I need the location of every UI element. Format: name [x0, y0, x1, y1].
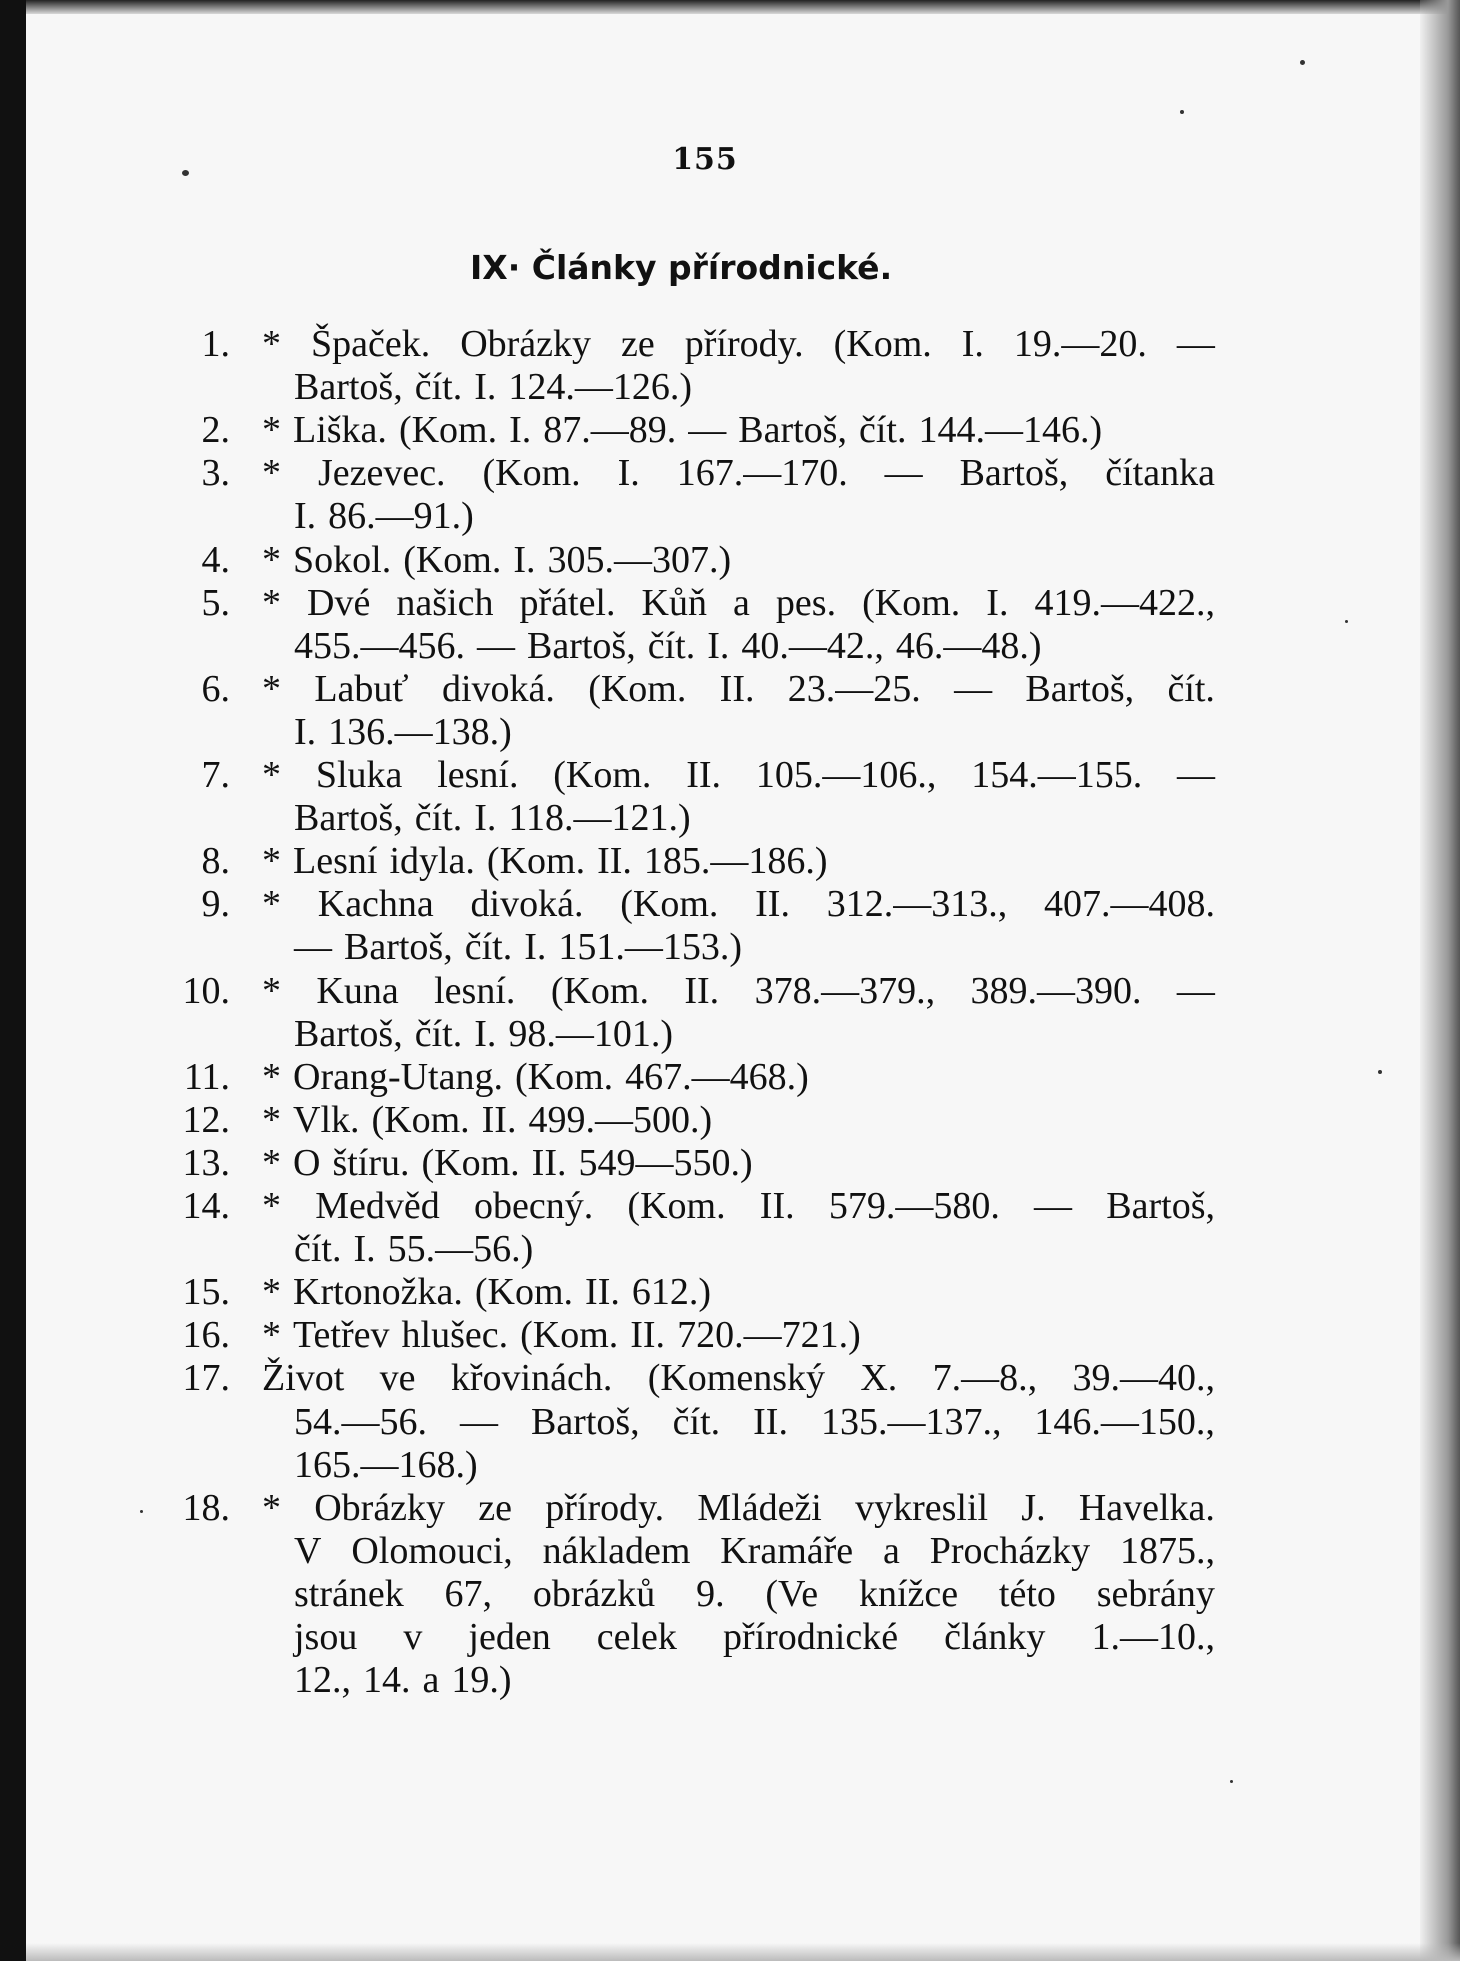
word: a: [733, 581, 750, 624]
word: Krtonožka.: [293, 1271, 463, 1314]
word: vykreslil: [855, 1486, 989, 1529]
entry-line: [294, 1228, 1215, 1270]
entry-number: 12.: [182, 1098, 230, 1141]
word: 105.—106.,: [755, 754, 937, 796]
word: II.: [597, 840, 632, 883]
word: přírody.: [684, 323, 804, 365]
word: čít.: [647, 624, 696, 667]
word: a: [883, 1529, 900, 1572]
word: Kachna: [317, 883, 434, 926]
word: —: [459, 1400, 498, 1443]
word: —: [294, 926, 332, 969]
word: 23.—25.: [787, 667, 921, 710]
word: 419.—422.,: [1034, 581, 1215, 624]
word: nákladem: [542, 1529, 691, 1572]
word: Bartoš,: [344, 926, 453, 969]
word: *: [262, 1486, 281, 1529]
word: 305.—307.): [547, 538, 732, 581]
word: celek: [596, 1616, 677, 1658]
entry-line: [294, 1013, 1215, 1055]
word: 7.—8.,: [932, 1357, 1038, 1400]
entry-line: [262, 539, 1215, 581]
word: I.: [524, 926, 547, 969]
word: sebrány: [1096, 1572, 1215, 1615]
word: *: [262, 1098, 281, 1141]
word: 55.—56.): [387, 1228, 534, 1271]
entry-line: [262, 452, 1215, 494]
entry-line: [294, 711, 1215, 753]
word: Lesní: [293, 840, 378, 883]
entry-number: 1.: [201, 323, 230, 365]
word: Orang-Utang.: [293, 1055, 503, 1098]
word: *: [262, 1055, 281, 1098]
word: II.: [630, 1314, 666, 1357]
entry-line: [262, 1314, 1215, 1356]
word: Bartoš,: [530, 1400, 640, 1443]
word: J.: [1021, 1486, 1046, 1529]
entry-line: [262, 1185, 1215, 1227]
word: *: [262, 840, 281, 883]
entry-line: [262, 754, 1215, 796]
word: Jezevec.: [317, 452, 446, 495]
word: štíru.: [332, 1141, 410, 1184]
entry-line: [262, 840, 1215, 882]
word: I.: [617, 452, 640, 495]
word: 144.—146.): [918, 409, 1103, 452]
word: čít.: [464, 926, 513, 969]
word: pes.: [775, 581, 837, 624]
word: lesní.: [434, 969, 516, 1012]
word: Bartoš,: [738, 409, 847, 452]
entry-line: [262, 582, 1215, 624]
word: 612.): [631, 1271, 712, 1314]
word: 67,: [444, 1572, 493, 1615]
word: 499.—500.): [528, 1098, 713, 1141]
word: II.: [481, 1098, 517, 1141]
word: čít.: [414, 1012, 463, 1055]
entry-line: [262, 1142, 1215, 1184]
entry-number: 15.: [182, 1271, 230, 1314]
word: 19.): [451, 1659, 512, 1702]
word: I.: [474, 366, 497, 409]
word: O: [293, 1141, 321, 1184]
word: 54.—56.: [294, 1400, 427, 1443]
word: 185.—186.): [643, 840, 828, 883]
word: Labuť: [314, 667, 409, 710]
word: I.: [961, 323, 984, 365]
word: Olomouci,: [351, 1529, 513, 1572]
entry-line: [294, 1659, 1215, 1701]
word: —: [1034, 1185, 1073, 1227]
word: ze: [621, 323, 655, 365]
word: 19.—20.: [1013, 323, 1147, 365]
entry-line: [294, 1401, 1215, 1443]
word: přírodnické: [722, 1616, 899, 1658]
word: (Kom.: [520, 1314, 619, 1357]
word: jeden: [468, 1616, 551, 1658]
word: čít.: [414, 366, 463, 409]
word: I.: [986, 581, 1009, 624]
word: II.: [753, 1400, 788, 1443]
word: 407.—408.: [1043, 883, 1215, 926]
word: *: [262, 1314, 281, 1357]
word: Bartoš,: [294, 366, 403, 409]
word: *: [262, 969, 281, 1012]
word: 378.—379.,: [754, 969, 936, 1012]
word: (Kom.: [421, 1141, 520, 1184]
entry-line: [262, 1056, 1215, 1098]
word: (Kom.: [862, 581, 961, 624]
entry-line: [262, 1271, 1215, 1313]
page-number: 155: [672, 142, 738, 177]
entry-number: 7.: [201, 754, 230, 796]
word: 124.—126.): [508, 366, 693, 409]
word: přátel.: [519, 581, 616, 624]
word: (Kom.: [833, 323, 932, 365]
word: Dvé: [307, 581, 371, 624]
word: ve: [379, 1357, 416, 1400]
word: 579.—580.: [828, 1185, 1000, 1227]
entry-line: [294, 625, 1215, 667]
word: 46.—48.): [895, 624, 1042, 667]
word: obrázků: [532, 1572, 656, 1615]
word: II.: [686, 754, 722, 796]
word: (Kom.: [474, 1271, 574, 1314]
word: 14.: [363, 1659, 411, 1702]
word: (Kom.: [627, 1185, 726, 1227]
entry-line: [262, 1357, 1215, 1399]
word: II.: [531, 1141, 567, 1184]
word: —: [1176, 323, 1215, 365]
word: Liška.: [293, 409, 387, 452]
word: *: [262, 883, 281, 926]
word: 151.—153.): [558, 926, 743, 969]
word: (Komenský: [647, 1357, 825, 1400]
word: divoká.: [470, 883, 584, 926]
word: (Ve: [765, 1572, 819, 1615]
word: 720.—721.): [677, 1314, 861, 1357]
word: 1875.,: [1120, 1529, 1215, 1572]
word: —: [688, 409, 727, 452]
word: 455.—456.: [294, 624, 465, 667]
word: 118.—121.): [508, 797, 691, 840]
word: stránek: [294, 1572, 404, 1615]
word: 146.—150.,: [1034, 1400, 1215, 1443]
word: (Kom.: [588, 667, 687, 710]
entry-line: [294, 1573, 1215, 1615]
word: II.: [684, 969, 720, 1012]
word: 40.—42.,: [741, 624, 884, 667]
word: 154.—155.: [971, 754, 1143, 796]
word: Bartoš,: [294, 797, 403, 840]
word: 136.—138.): [328, 710, 512, 753]
entry-number: 13.: [182, 1141, 230, 1184]
word: křovinách.: [450, 1357, 613, 1400]
word: Havelka.: [1078, 1486, 1215, 1529]
word: lesní.: [437, 754, 519, 796]
word: 12.,: [294, 1659, 351, 1702]
entry-line: [294, 797, 1215, 839]
word: idyla.: [389, 840, 475, 883]
word: Sokol.: [293, 538, 392, 581]
word: *: [262, 538, 281, 581]
word: (Kom.: [550, 969, 649, 1012]
word: 167.—170.: [676, 452, 848, 495]
entry-line: [262, 1099, 1215, 1141]
word: Život: [262, 1357, 345, 1400]
word: 389.—390.: [970, 969, 1142, 1012]
entry-line: [262, 409, 1215, 451]
word: II.: [755, 883, 790, 926]
entry-line: [294, 926, 1215, 968]
word: *: [262, 409, 281, 452]
word: II.: [719, 667, 755, 710]
word: 9.: [696, 1572, 725, 1615]
entry-number: 2.: [201, 409, 230, 452]
word: *: [262, 1271, 281, 1314]
word: Kuna: [316, 969, 399, 1012]
word: čít.: [294, 1228, 342, 1271]
word: články: [944, 1616, 1046, 1658]
word: Kramáře: [720, 1529, 854, 1572]
word: (Kom.: [482, 452, 581, 495]
word: Obrázky: [314, 1486, 446, 1529]
word: I.: [509, 409, 532, 452]
entry-line: [262, 668, 1215, 710]
word: (Kom.: [371, 1098, 470, 1141]
word: *: [262, 581, 281, 624]
word: čít.: [858, 409, 907, 452]
word: *: [262, 667, 281, 710]
word: 165.—168.): [294, 1443, 478, 1486]
word: II.: [759, 1185, 795, 1227]
word: —: [1177, 754, 1215, 796]
word: 549—550.): [578, 1141, 753, 1184]
word: (Kom.: [553, 754, 652, 796]
word: čítanka: [1105, 452, 1215, 495]
word: divoká.: [441, 667, 555, 710]
word: v: [403, 1616, 423, 1658]
word: Bartoš,: [527, 624, 636, 667]
word: Mládeži: [697, 1486, 822, 1529]
word: hlušec.: [401, 1314, 509, 1357]
word: a: [422, 1659, 440, 1702]
entry-line: [262, 883, 1215, 925]
section-title: IX· Články přírodnické.: [470, 248, 893, 287]
word: *: [262, 1141, 281, 1184]
word: I.: [474, 1012, 497, 1055]
entry-number: 8.: [201, 840, 230, 883]
word: (Kom.: [486, 840, 586, 883]
word: 87.—89.: [543, 409, 677, 452]
word: I.: [513, 538, 536, 581]
word: —: [477, 624, 515, 667]
word: (Kom.: [403, 538, 502, 581]
word: Bartoš,: [1106, 1185, 1215, 1227]
word: I.: [294, 710, 317, 753]
entry-line: [262, 970, 1215, 1012]
word: 312.—313.,: [826, 883, 1008, 926]
entry-number: 3.: [201, 452, 230, 495]
word: *: [262, 452, 281, 495]
entry-number: 6.: [201, 667, 230, 710]
word: Procházky: [929, 1529, 1091, 1572]
entry-line: [262, 323, 1215, 365]
word: X.: [860, 1357, 898, 1400]
word: 467.—468.): [625, 1055, 809, 1098]
word: čít.: [1167, 667, 1215, 710]
entry-number: 9.: [201, 883, 230, 926]
word: 39.—40.,: [1072, 1357, 1215, 1400]
word: *: [262, 323, 281, 365]
word: *: [262, 1185, 281, 1227]
word: (Kom.: [620, 883, 719, 926]
word: přírody.: [545, 1486, 665, 1529]
entry-number: 16.: [182, 1314, 230, 1357]
entry-line: [294, 1530, 1215, 1572]
word: I.: [474, 797, 497, 840]
word: jsou: [294, 1616, 358, 1658]
entry-line: [262, 1487, 1215, 1529]
word: 1.—10.,: [1091, 1616, 1215, 1658]
word: 135.—137.,: [820, 1400, 1002, 1443]
word: I.: [707, 624, 730, 667]
entry-number: 10.: [182, 969, 230, 1012]
word: 98.—101.): [508, 1012, 674, 1055]
entry-number: 18.: [182, 1486, 230, 1529]
entry-number: 14.: [182, 1185, 230, 1227]
entry-line: [294, 1616, 1215, 1658]
word: (Kom.: [398, 409, 498, 452]
word: —: [954, 667, 993, 710]
word: Obrázky: [460, 323, 592, 365]
word: čít.: [672, 1400, 721, 1443]
word: Bartoš,: [1025, 667, 1135, 710]
word: —: [884, 452, 923, 495]
word: Bartoš,: [294, 1012, 403, 1055]
word: Tetřev: [293, 1314, 390, 1357]
word: této: [998, 1572, 1056, 1615]
entry-number: 5.: [201, 581, 230, 624]
word: 86.—91.): [328, 495, 474, 538]
word: Sluka: [315, 754, 403, 796]
word: (Kom.: [514, 1055, 614, 1098]
word: Vlk.: [293, 1098, 360, 1141]
entry-number: 17.: [182, 1357, 230, 1400]
word: našich: [396, 581, 494, 624]
word: Špaček.: [310, 323, 431, 365]
entry-number: 11.: [183, 1055, 230, 1098]
word: V: [294, 1529, 322, 1572]
word: ze: [478, 1486, 513, 1529]
word: Medvěd: [315, 1185, 440, 1227]
word: čít.: [414, 797, 463, 840]
word: knížce: [858, 1572, 959, 1615]
word: I.: [353, 1228, 376, 1271]
entry-number: 4.: [201, 538, 230, 581]
word: Bartoš,: [959, 452, 1069, 495]
entry-line: [294, 366, 1215, 408]
word: Kůň: [641, 581, 707, 624]
word: —: [1176, 969, 1215, 1012]
word: obecný.: [473, 1185, 594, 1227]
entry-line: [294, 1444, 1215, 1486]
word: *: [262, 754, 281, 796]
word: II.: [585, 1271, 620, 1314]
word: I.: [294, 495, 317, 538]
entry-line: [294, 495, 1215, 537]
